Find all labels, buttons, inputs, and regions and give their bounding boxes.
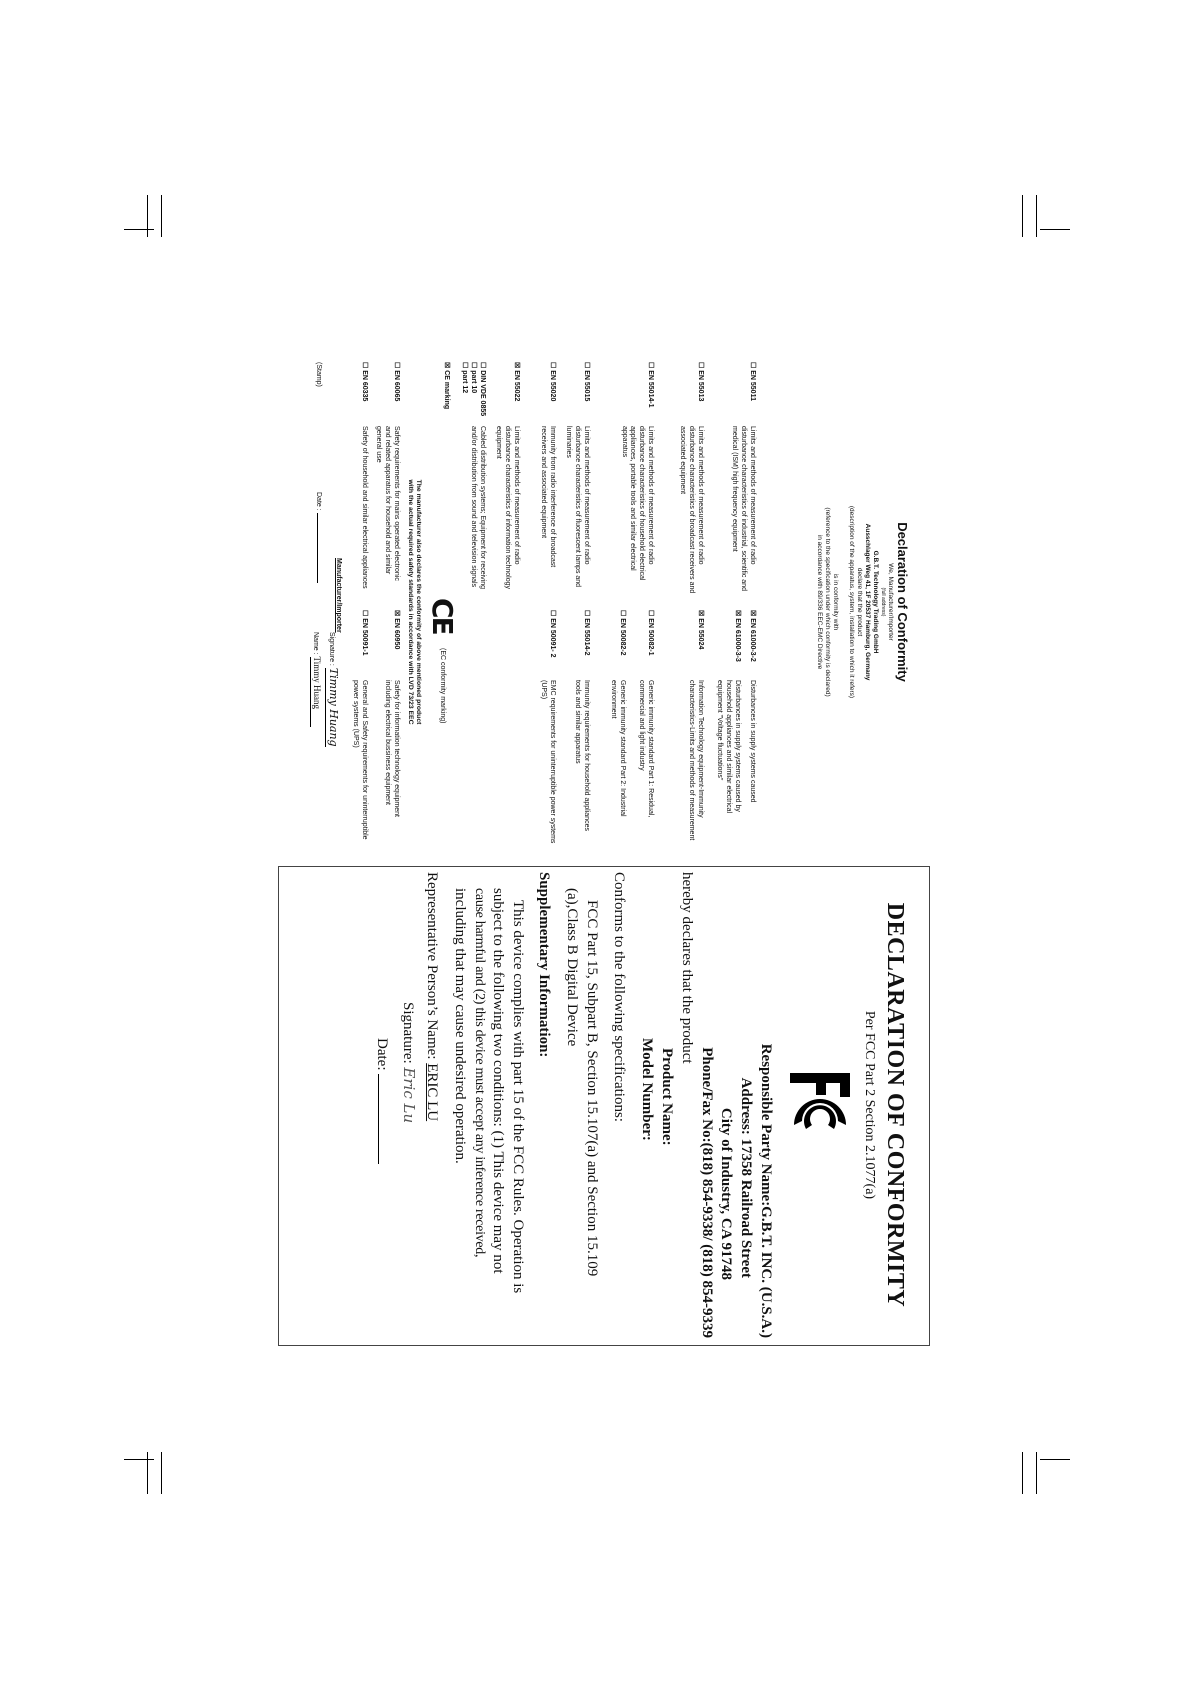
crop-mark bbox=[1036, 1452, 1037, 1494]
fcc-signature-value: Eric Lu bbox=[399, 1067, 418, 1124]
info-line: This device complies with part 15 of the FCC Rules. Operation is bbox=[510, 900, 527, 1294]
standard-code: ☐ EN 55014-1 bbox=[647, 362, 654, 408]
conforms-text: Conforms to the following specifications: bbox=[611, 872, 628, 1122]
ce-declare: declare that the product bbox=[856, 567, 864, 637]
standard-text: Limits and methods of measurement of radio disturbance characteristics of broadcast receivers and associated equipment bbox=[679, 426, 704, 594]
standard-text: Cabled distribution systems; Equipment for receiving and/or distribution from sound and television signals bbox=[470, 426, 486, 590]
fcc-signature-label: Signature: bbox=[399, 1002, 416, 1064]
fcc-logo bbox=[777, 872, 856, 1338]
responsible-party: Responsible Party Name:G.B.T. INC. (U.S.A.) bbox=[758, 1043, 775, 1338]
standard-code: ☐ EN 60335 bbox=[361, 362, 368, 402]
standard-code: ☐ EN 60065 bbox=[393, 362, 400, 402]
crop-mark bbox=[1040, 1459, 1070, 1460]
ce-full-address-note: (full address) bbox=[879, 587, 886, 617]
standard-code: ☒ EN 55022 bbox=[513, 362, 520, 402]
standard-text: Generic immunity standard Part 2: Industrial environment bbox=[610, 680, 626, 817]
standard-text: Immunity from radio interference of broadcast receivers and associated equipment bbox=[540, 426, 556, 568]
standard-code: ☒ EN 61000-3-2 bbox=[749, 610, 756, 662]
info-line: subject to the following two conditions: (1) This device may not bbox=[490, 888, 507, 1274]
manufacturer-label: Manufacturer/Importer bbox=[335, 558, 342, 633]
date-row bbox=[313, 492, 322, 583]
standard-code: ☐ EN 55011 bbox=[749, 362, 756, 401]
fcc-title: DECLARATION OF CONFORMITY bbox=[882, 902, 908, 1308]
representative-name: ERIC LU bbox=[424, 1063, 441, 1122]
standard-text: Limits and methods of measurement of radio disturbance characteristics of household electrical appliances, portable tools and similar electrical apparatus bbox=[620, 426, 654, 581]
name-value: Timmy Huang bbox=[310, 657, 322, 727]
name-label: Name : bbox=[312, 632, 319, 655]
standard-text: Safety of household and similar electrical appliances bbox=[361, 426, 368, 589]
fcc-signature-row bbox=[397, 872, 418, 1338]
crop-mark bbox=[161, 1452, 162, 1494]
standard-code: ☒ EN 61000-3-3 bbox=[734, 610, 741, 662]
standard-text: General and Safety requirements for uninterruptible power systems (UPS) bbox=[352, 680, 368, 840]
hereby-text: hereby declares that the product bbox=[678, 872, 695, 1064]
crop-mark bbox=[147, 195, 148, 237]
ce-marking-note: (EC conformity marking) bbox=[439, 648, 446, 724]
model-number-label: Model Number: bbox=[639, 1038, 656, 1141]
fcc-date-line bbox=[378, 1074, 379, 1164]
representative-row bbox=[422, 872, 442, 1338]
stamp-label: (Stamp) bbox=[315, 362, 322, 387]
fcc-logo-icon bbox=[784, 1063, 856, 1147]
name-row bbox=[310, 632, 322, 727]
date-label: Date : bbox=[315, 492, 322, 511]
standard-code: ☐ EN 55013 bbox=[697, 362, 704, 402]
supplementary-heading: Supplementary Information: bbox=[536, 872, 553, 1058]
fcc-logo-text: FC bbox=[854, 1063, 856, 1065]
crop-mark bbox=[1022, 1452, 1023, 1494]
ce-marking-code: ☒ CE marking bbox=[443, 362, 450, 410]
standard-text: Limits and methods of measurement of radio disturbance characteristics of information technology equipment bbox=[495, 426, 520, 590]
crop-mark bbox=[1036, 195, 1037, 237]
manufacturer-statement: The manufacturer also declares the conformity of above mentioned product bbox=[415, 479, 422, 725]
standard-code: ☒ EN 60950 bbox=[393, 610, 400, 650]
ce-address: Ausschlager Weg 41, 1F 20537 Hamburg, Germany bbox=[864, 523, 872, 681]
standard-text: Disturbances in supply systems caused bbox=[749, 680, 756, 803]
ce-reference-note: (reference to the specification under which conformity is declared) bbox=[823, 507, 831, 697]
standard-text: Limits and methods of measurement of radio disturbance characteristics of industrial, scientific and medical (ISM) high frequency equipment bbox=[731, 426, 756, 591]
info-line: including that may cause undesired operation. bbox=[452, 888, 469, 1164]
standard-code: ☐ EN 55015 bbox=[583, 362, 590, 402]
representative-label: Representative Person’s Name: bbox=[424, 872, 441, 1060]
standard-code: ☐ EN 50082-2 bbox=[619, 610, 626, 656]
crop-mark bbox=[1040, 229, 1070, 230]
fcc-date-label: Date: bbox=[373, 1038, 390, 1071]
ce-company: G.B.T. Technology Trading GmbH bbox=[872, 550, 880, 654]
date-line bbox=[317, 513, 318, 583]
ce-conformity: is in conformity with bbox=[831, 573, 839, 631]
standard-code: ☐ EN 50091- 2 bbox=[549, 610, 556, 658]
fcc-address: Address: 17358 Railroad Street bbox=[738, 1077, 755, 1278]
info-line: cause harmful and (2) this device must accept any inference received, bbox=[471, 888, 487, 1258]
standard-text: Safety requirements for mains operated electronic and related apparatus for household and similar general use bbox=[375, 426, 400, 581]
manufacturer-statement: with the actual required safety standards in accordance with LVD 73/23 EEC bbox=[407, 479, 414, 725]
standard-code: ☐ EN 50091-1 bbox=[361, 610, 368, 656]
crop-mark bbox=[124, 1459, 154, 1460]
signature-label: Signature : bbox=[328, 632, 335, 666]
standard-code: ☒ EN 55024 bbox=[697, 610, 704, 650]
signature-row bbox=[325, 632, 340, 747]
ce-we: We, Manufacturer/Importer bbox=[886, 563, 894, 641]
standard-text: Safety for information technology equipment including electrical bussiness equipment bbox=[384, 680, 400, 817]
ce-declaration bbox=[312, 362, 916, 844]
fcc-date-row bbox=[371, 872, 391, 1338]
standard-text: Generic immunity standard Part 1: Residual, commercial and light industry bbox=[638, 680, 654, 818]
ce-directive: in accordance with 89/336 EEC-EMC Directive bbox=[815, 534, 823, 670]
signature-value: Timmy Huang bbox=[327, 667, 340, 747]
fcc-declaration bbox=[282, 872, 916, 1338]
standard-code: ☐ EN 50082-1 bbox=[647, 610, 654, 656]
spec-line: FCC Part 15, Subpart B, Section 15.107(a) and Section 15.109 bbox=[583, 900, 600, 1277]
standard-code: ☐ EN 55020 bbox=[549, 362, 556, 402]
standard-text: Disturbances in supply systems caused by household appliances and similar electrical equipment "Voltage fluctuations" bbox=[716, 680, 741, 814]
standard-text: Immunity requirements for household appliances tools and similar apparatus bbox=[574, 680, 590, 831]
fcc-city: City of Industry, CA 91748 bbox=[718, 1107, 735, 1280]
standard-code: ☐ EN 55014-2 bbox=[583, 610, 590, 656]
standard-text: Limits and methods of measurement of radio disturbance characteristics of fluorescent lamps and luminaries bbox=[565, 426, 590, 588]
crop-mark bbox=[1022, 195, 1023, 237]
product-name-label: Product Name: bbox=[659, 1048, 676, 1146]
fcc-phone: Phone/Fax No:(818) 854-9338/ (818) 854-9339 bbox=[698, 1047, 715, 1338]
fcc-subtitle: Per FCC Part 2 Section 2.1077(a) bbox=[862, 1010, 878, 1200]
standard-text: EMC requirements for uninterruptible power systems (UPS) bbox=[540, 680, 556, 844]
crop-mark bbox=[161, 195, 162, 237]
standard-code: ☐ DIN VDE 0855 ☐ part 10 ☐ part 12 bbox=[461, 362, 486, 417]
spec-line: (a),Class B Digital Device bbox=[563, 888, 580, 1047]
ce-logo: CE bbox=[426, 598, 459, 634]
ce-description-note: (description of the apparatus, system, installation to which it refers) bbox=[848, 505, 855, 699]
standard-text: Information Technology equipment-Immunity characteristics-Limits and methods of measurement bbox=[688, 680, 704, 841]
crop-mark bbox=[124, 229, 154, 230]
ce-title: Declaration of Conformity bbox=[895, 522, 910, 682]
